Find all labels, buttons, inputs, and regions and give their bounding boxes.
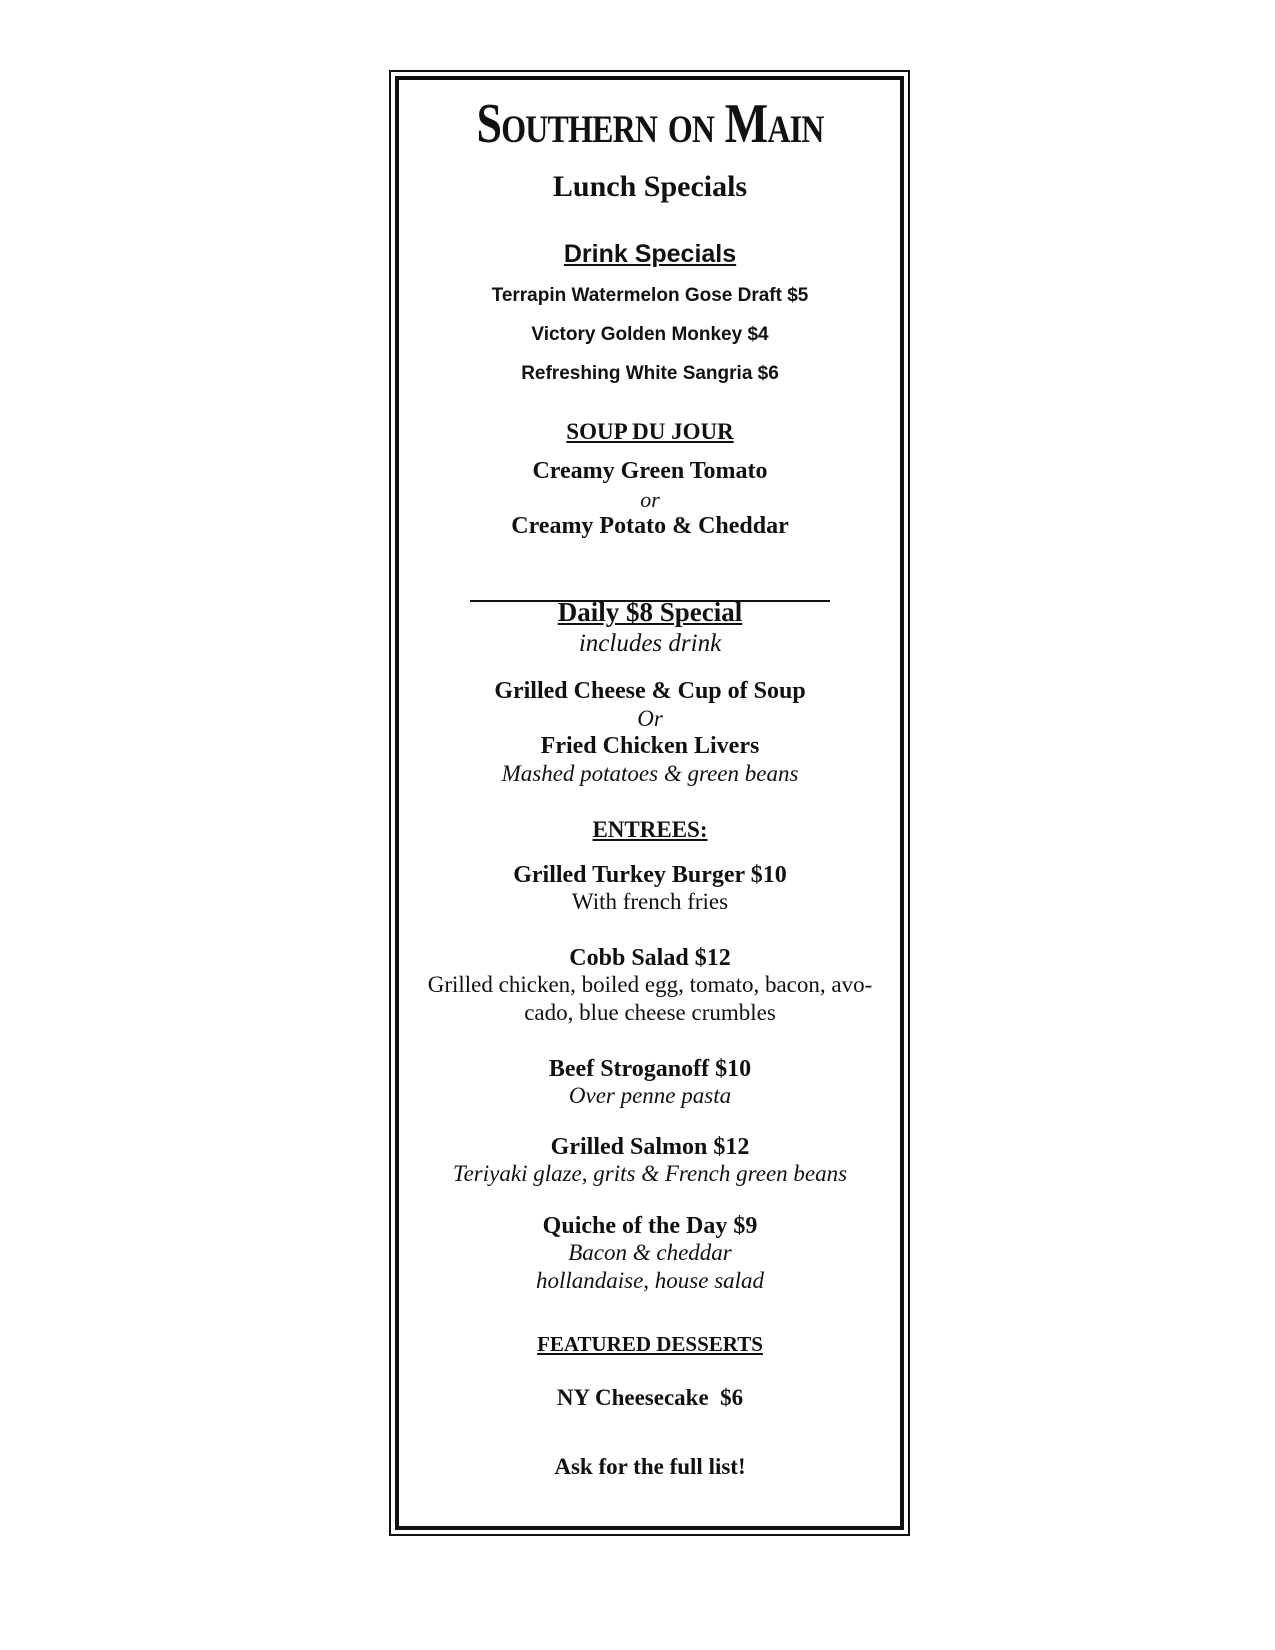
daily-special-sides: Mashed potatoes & green beans xyxy=(501,761,799,786)
soup-separator: or xyxy=(640,487,660,512)
soup-option: Creamy Green Tomato xyxy=(532,458,768,484)
drink-item: Terrapin Watermelon Gose Draft $5 xyxy=(491,285,809,306)
daily-special-option: Fried Chicken Livers xyxy=(540,733,760,759)
entree-description: With french fries xyxy=(571,889,729,914)
drink-item: Refreshing White Sangria $6 xyxy=(521,363,779,384)
drink-item: Victory Golden Monkey $4 xyxy=(531,324,769,345)
entree-name: Beef Stroganoff $10 xyxy=(548,1056,752,1082)
entree-description: Grilled chicken, boiled egg, tomato, bacon, avo- xyxy=(427,972,873,997)
entrees-heading: ENTREES: xyxy=(592,817,708,842)
entree-name: Grilled Turkey Burger $10 xyxy=(513,862,787,888)
soup-heading: SOUP DU JOUR xyxy=(566,419,734,444)
entree-description: Over penne pasta xyxy=(568,1083,732,1108)
entree-name: Cobb Salad $12 xyxy=(569,945,731,971)
daily-special-option: Grilled Cheese & Cup of Soup xyxy=(494,678,806,704)
desserts-note: Ask for the full list! xyxy=(554,1454,746,1479)
entree-description: cado, blue cheese crumbles xyxy=(524,1000,776,1025)
entree-description: Teriyaki glaze, grits & French green beans xyxy=(452,1161,848,1186)
restaurant-name: Southern on Main xyxy=(476,93,824,155)
menu-title: Lunch Specials xyxy=(552,170,748,203)
entree-name: Grilled Salmon $12 xyxy=(550,1134,750,1160)
soup-option: Creamy Potato & Cheddar xyxy=(511,513,789,539)
dessert-item: NY Cheesecake $6 xyxy=(556,1385,744,1410)
entree-description: Bacon & cheddar xyxy=(568,1240,732,1265)
daily-special-heading: Daily $8 Special xyxy=(557,597,743,627)
daily-special-note: includes drink xyxy=(578,630,722,657)
entree-name: Quiche of the Day $9 xyxy=(542,1213,758,1239)
drinks-heading: Drink Specials xyxy=(563,240,737,268)
entree-description: hollandaise, house salad xyxy=(535,1268,765,1293)
desserts-heading: FEATURED DESSERTS xyxy=(537,1332,763,1356)
daily-special-separator: Or xyxy=(637,706,663,731)
